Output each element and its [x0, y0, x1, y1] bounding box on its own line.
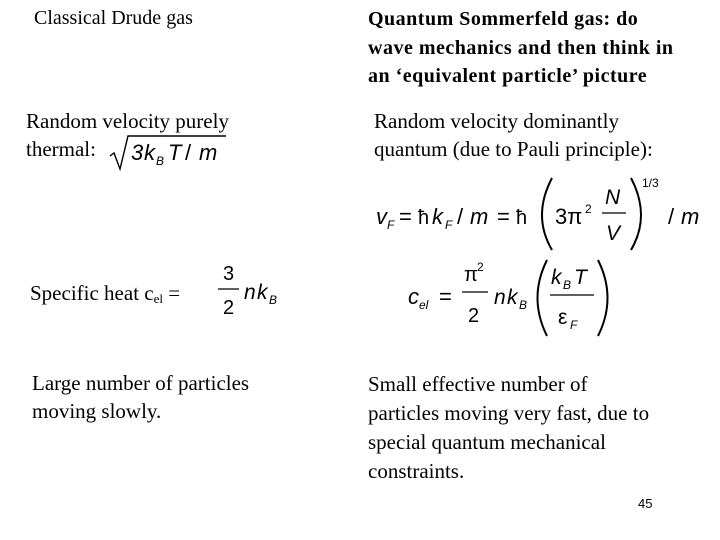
svg-text:/: /	[185, 140, 192, 165]
svg-text:F: F	[387, 218, 395, 232]
svg-text:F: F	[445, 218, 453, 232]
svg-text:ε: ε	[558, 306, 568, 329]
svg-text:m: m	[199, 140, 218, 165]
svg-text:/: /	[668, 204, 675, 229]
left-summary-line2: moving slowly.	[32, 399, 162, 423]
fermi-velocity-formula	[372, 172, 712, 252]
svg-text:F: F	[570, 318, 578, 332]
right-velocity-line1: Random velocity dominantly	[374, 109, 619, 133]
right-summary-line3: special quantum mechanical	[368, 430, 606, 454]
svg-text:B: B	[156, 154, 165, 168]
svg-text:k: k	[432, 204, 443, 229]
left-heading: Classical Drude gas	[34, 7, 193, 29]
right-summary-line1: Small effective number of	[368, 372, 588, 396]
svg-text:π: π	[464, 264, 478, 286]
svg-text:el: el	[419, 298, 429, 312]
svg-text:n: n	[494, 286, 506, 309]
svg-text:3π: 3π	[555, 204, 583, 229]
svg-text:T: T	[168, 140, 182, 165]
right-summary-line4: constraints.	[368, 459, 465, 483]
svg-text:ħ: ħ	[516, 207, 528, 229]
classical-heat-formula	[215, 258, 285, 324]
svg-text:B: B	[269, 293, 278, 307]
left-velocity-line1: Random velocity purely	[26, 109, 229, 133]
svg-text:2: 2	[468, 305, 480, 327]
svg-text:T: T	[574, 266, 587, 289]
svg-text:=: =	[399, 204, 412, 229]
left-summary-line1: Large number of particles	[32, 371, 250, 395]
quantum-heat-formula	[404, 254, 624, 340]
page-number: 45	[638, 496, 653, 511]
svg-text:m: m	[681, 204, 700, 229]
svg-text:/: /	[457, 204, 464, 229]
svg-text:ħ: ħ	[418, 207, 430, 229]
svg-text:n: n	[244, 281, 256, 304]
svg-text:k: k	[551, 266, 562, 289]
right-summary-line2: particles moving very fast, due to	[368, 401, 650, 425]
svg-text:=: =	[497, 204, 510, 229]
specific-heat-label: Specific heat cel =	[30, 281, 181, 306]
left-velocity-line2: thermal:	[26, 137, 96, 161]
svg-text:3: 3	[131, 140, 144, 165]
svg-text:2: 2	[585, 202, 592, 216]
svg-text:2: 2	[223, 297, 235, 319]
right-heading-line3: an ‘equivalent particle’ picture	[368, 65, 648, 87]
svg-text:c: c	[408, 284, 419, 309]
thermal-velocity-formula	[108, 132, 233, 174]
right-velocity-line2: quantum (due to Pauli principle):	[374, 137, 653, 161]
svg-text:1/3: 1/3	[642, 176, 659, 190]
svg-text:v: v	[376, 204, 387, 229]
svg-text:B: B	[563, 278, 572, 292]
svg-text:3: 3	[223, 263, 235, 285]
svg-text:k: k	[507, 286, 518, 309]
svg-text:=: =	[439, 284, 452, 309]
right-heading-line2: wave mechanics and then think in	[368, 37, 674, 59]
svg-text:k: k	[144, 140, 155, 165]
svg-text:k: k	[257, 281, 268, 304]
right-heading-line1: Quantum Sommerfeld gas: do	[368, 8, 639, 30]
svg-text:N: N	[605, 186, 621, 209]
svg-text:m: m	[470, 204, 489, 229]
svg-text:V: V	[606, 222, 621, 245]
svg-text:B: B	[519, 298, 528, 312]
svg-text:2: 2	[477, 260, 484, 274]
